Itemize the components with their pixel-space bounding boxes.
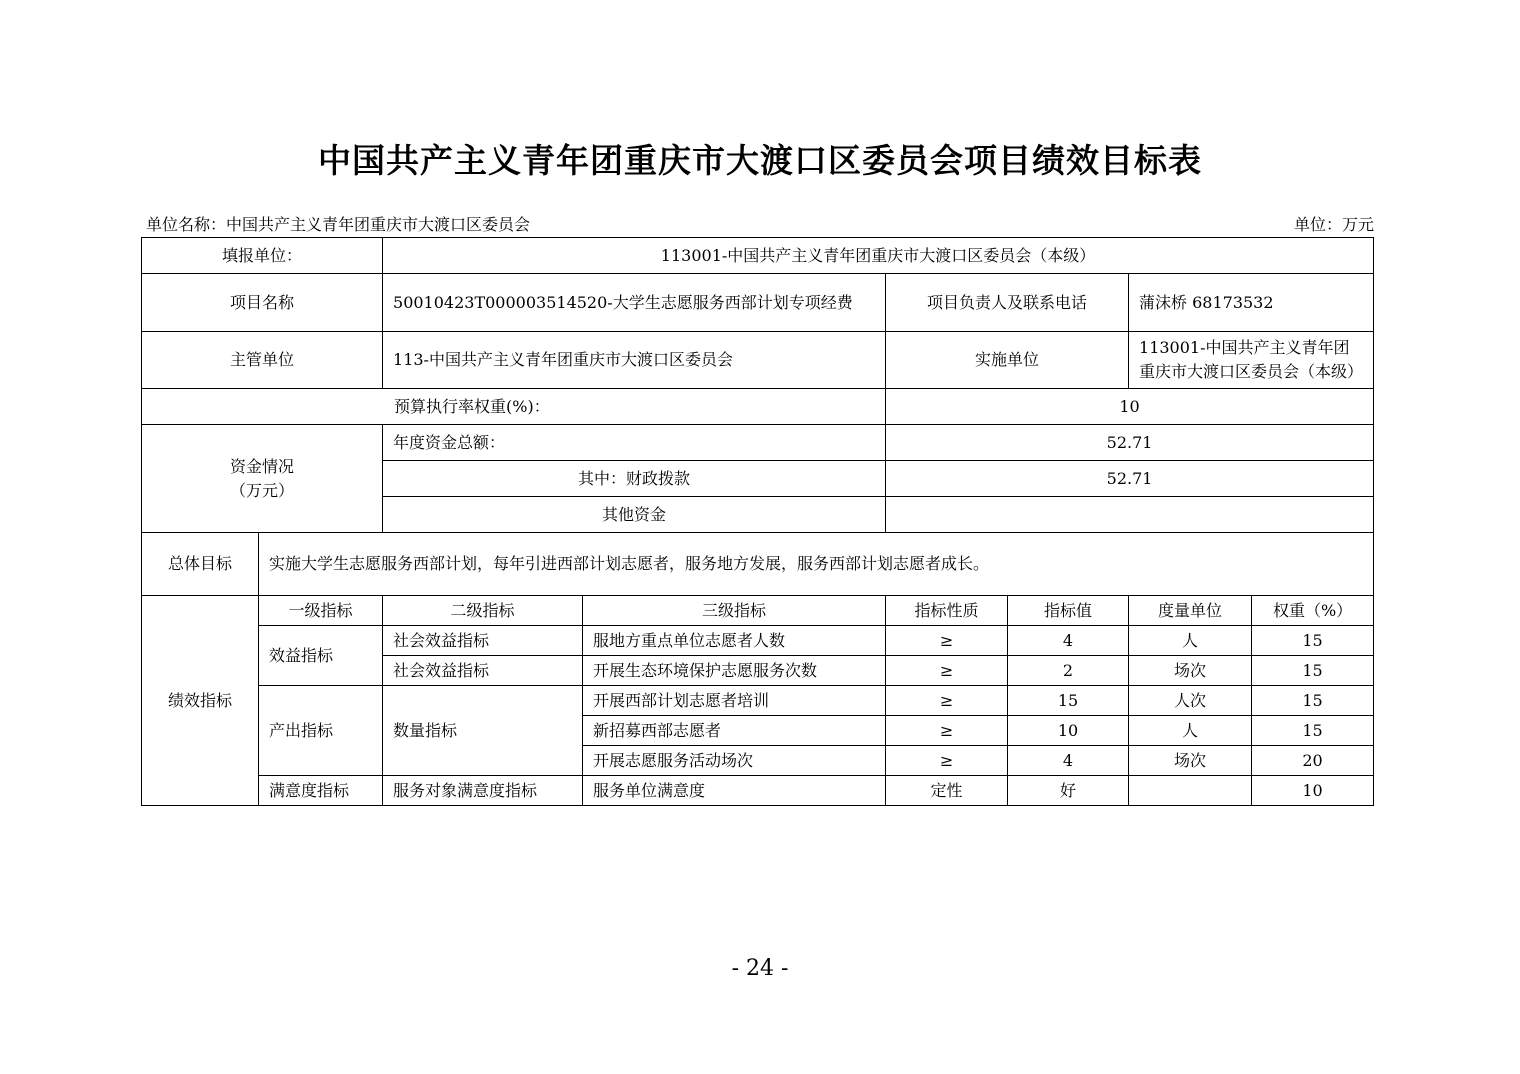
implementer-value: 113001-中国共产主义青年团重庆市大渡口区委员会（本级）: [1129, 332, 1374, 389]
header-value: 指标值: [1008, 596, 1129, 626]
level3-cell: 开展志愿服务活动场次: [583, 746, 886, 776]
unit-cell: 场次: [1129, 746, 1252, 776]
nature-cell: 定性: [886, 776, 1008, 806]
supervisor-label: 主管单位: [142, 332, 383, 389]
table-row: [142, 686, 1374, 716]
table-row: [142, 776, 1374, 806]
page-number: - 24 -: [731, 956, 789, 981]
header-nature: 指标性质: [886, 596, 1008, 626]
other-funds-value: [886, 497, 1374, 533]
project-name-value: 50010423T000003514520-大学生志愿服务西部计划专项经费: [383, 274, 886, 332]
level1-satisfaction: 满意度指标: [259, 776, 383, 806]
weight-cell: 15: [1252, 686, 1374, 716]
level2-quantity: 数量指标: [383, 686, 583, 776]
supervisor-value: 113-中国共产主义青年团重庆市大渡口区委员会: [383, 332, 886, 389]
level1-output: 产出指标: [259, 686, 383, 776]
weight-cell: 10: [1252, 776, 1374, 806]
project-name-label: 项目名称: [142, 274, 383, 332]
budget-weight-label: 预算执行率权重(%)：: [142, 389, 886, 425]
level1-benefit: 效益指标: [259, 626, 383, 686]
unit-cell: 场次: [1129, 656, 1252, 686]
header-level3: 三级指标: [583, 596, 886, 626]
unit-name: 单位名称：中国共产主义青年团重庆市大渡口区委员会: [146, 215, 531, 234]
level3-cell: 开展生态环境保护志愿服务次数: [583, 656, 886, 686]
level2-social: 社会效益指标: [383, 656, 583, 686]
page-title: 中国共产主义青年团重庆市大渡口区委员会项目绩效目标表: [318, 141, 1202, 180]
value-cell: 15: [1008, 686, 1129, 716]
overall-goal-value: 实施大学生志愿服务西部计划，每年引进西部计划志愿者，服务地方发展，服务西部计划志愿者成长。: [259, 533, 1374, 596]
weight-cell: 15: [1252, 656, 1374, 686]
project-lead-value: 蒲沫桥 68173532: [1129, 274, 1374, 332]
report-unit-value: 113001-中国共产主义青年团重庆市大渡口区委员会（本级）: [383, 238, 1374, 274]
fiscal-value: 52.71: [886, 461, 1374, 497]
level2-service-satisfaction: 服务对象满意度指标: [383, 776, 583, 806]
level2-social: 社会效益指标: [383, 626, 583, 656]
funds-label-line2: （万元）: [230, 480, 295, 500]
report-unit-label: 填报单位：: [142, 238, 383, 274]
funds-label-line1: 资金情况: [230, 456, 295, 476]
weight-cell: 15: [1252, 716, 1374, 746]
level3-cell: 服务单位满意度: [583, 776, 886, 806]
nature-cell: ≥: [886, 716, 1008, 746]
perf-label: 绩效指标: [142, 596, 259, 806]
header-level1: 一级指标: [259, 596, 383, 626]
unit-cell: 人次: [1129, 686, 1252, 716]
nature-cell: ≥: [886, 746, 1008, 776]
weight-cell: 15: [1252, 626, 1374, 656]
annual-total-label: 年度资金总额：: [383, 425, 886, 461]
level3-cell: 服地方重点单位志愿者人数: [583, 626, 886, 656]
overall-goal-label: 总体目标: [142, 533, 259, 596]
fiscal-label: 其中：财政拨款: [383, 461, 886, 497]
value-cell: 2: [1008, 656, 1129, 686]
funds-label: [142, 425, 383, 533]
other-funds-label: 其他资金: [383, 497, 886, 533]
unit-cell: 人: [1129, 626, 1252, 656]
weight-cell: 20: [1252, 746, 1374, 776]
header-level2: 二级指标: [383, 596, 583, 626]
header-unit: 度量单位: [1129, 596, 1252, 626]
nature-cell: ≥: [886, 656, 1008, 686]
annual-total-value: 52.71: [886, 425, 1374, 461]
table-row: [142, 626, 1374, 656]
nature-cell: ≥: [886, 686, 1008, 716]
level3-cell: 开展西部计划志愿者培训: [583, 686, 886, 716]
value-cell: 好: [1008, 776, 1129, 806]
header-weight: 权重（%）: [1252, 596, 1374, 626]
performance-table: [141, 237, 1374, 806]
nature-cell: ≥: [886, 626, 1008, 656]
project-lead-label: 项目负责人及联系电话: [886, 274, 1129, 332]
unit-currency: 单位：万元: [1293, 215, 1374, 234]
value-cell: 4: [1008, 746, 1129, 776]
value-cell: 4: [1008, 626, 1129, 656]
value-cell: 10: [1008, 716, 1129, 746]
budget-weight-value: 10: [886, 389, 1374, 425]
unit-cell: 人: [1129, 716, 1252, 746]
implementer-label: 实施单位: [886, 332, 1129, 389]
unit-cell: [1129, 776, 1252, 806]
level3-cell: 新招募西部志愿者: [583, 716, 886, 746]
